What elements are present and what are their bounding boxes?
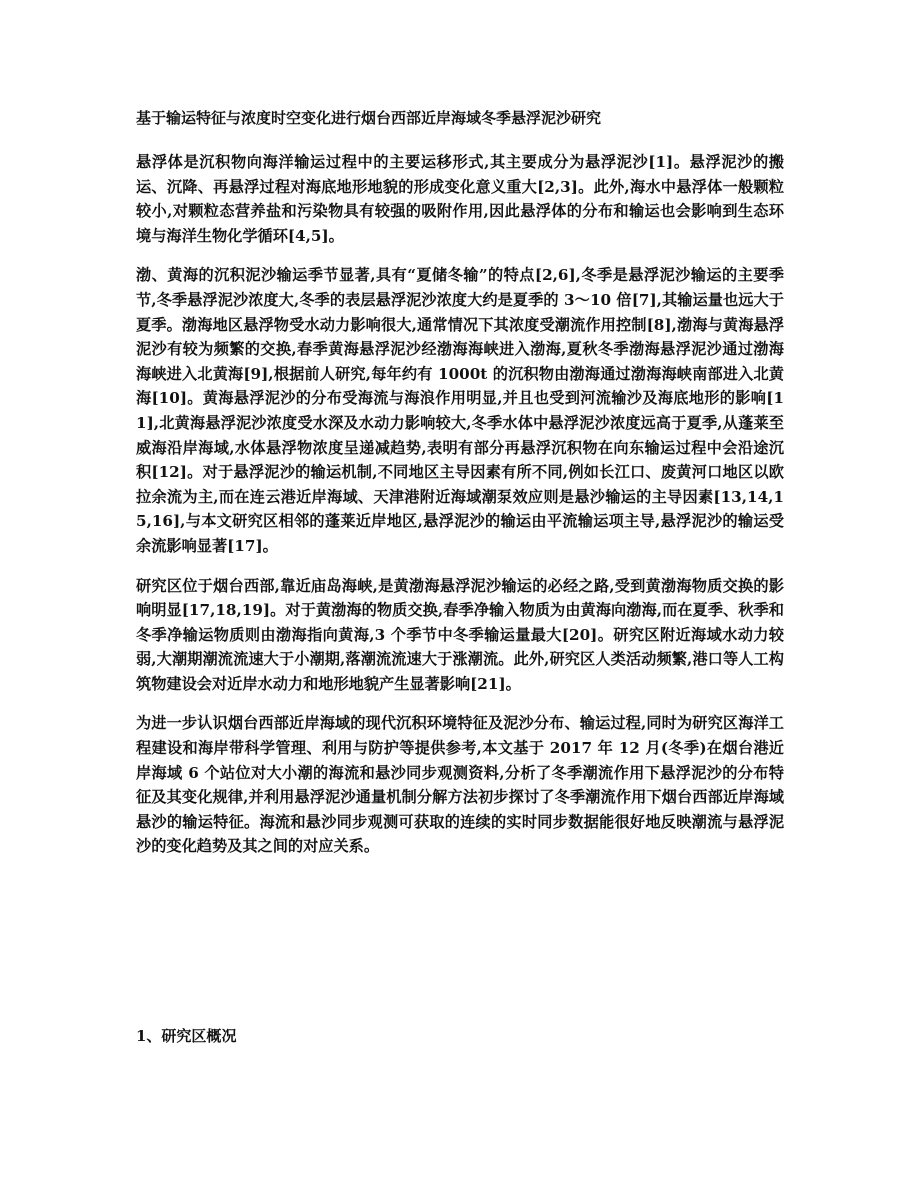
paragraph-study-area: 研究区位于烟台西部,靠近庙岛海峡,是黄渤海悬浮泥沙输运的必经之路,受到黄渤海物质交换的影响明显[17,18,19]。对于黄渤海的物质交换,春季净输入物质为由黄海向渤海,而在夏季、秋季和冬季净输运物质则由渤海指向黄海,3 个季节中冬季输运量最大[20]。研究区附近海域水动力较弱,大潮期潮流流速大于小潮期,落潮流流速大于涨潮流。此外,研究区人类活动频繁,港口等人工构筑物建设会对近岸水动力和地形地貌产生显著影响[21]。 — [136, 576, 784, 693]
document-page — [136, 100, 784, 1048]
document-title: 基于输运特征与浓度时空变化进行烟台西部近岸海域冬季悬浮泥沙研究 — [136, 109, 602, 127]
paragraph-intro: 悬浮体是沉积物向海洋输运过程中的主要运移形式,其主要成分为悬浮泥沙[1]。悬浮泥沙的搬运、沉降、再悬浮过程对海底地形地貌的形成变化意义重大[2,3]。此外,海水中悬浮体一般颗粒较小,对颗粒态营养盐和污染物具有较强的吸附作用,因此悬浮体的分布和输运也会影响到生态环境与海洋生物化学循环[4,5]。 — [136, 153, 784, 245]
paragraph-bohai-yellow-sea: 渤、黄海的沉积泥沙输运季节显著,具有“夏储冬输”的特点[2,6],冬季是悬浮泥沙输运的主要季节,冬季悬浮泥沙浓度大,冬季的表层悬浮泥沙浓度大约是夏季的 3～10 倍[7],其输运量也远大于夏季。渤海地区悬浮物受水动力影响很大,通常情况下其浓度受潮流作用控制[8],渤海与黄海悬浮泥沙有较为频繁的交换,春季黄海悬浮泥沙经渤海海峡进入渤海,夏秋冬季渤海悬浮泥沙通过渤海海峡进入北黄海[9],根据前人研究,每年约有 1000t 的沉积物由渤海通过渤海海峡南部进入北黄海[10]。黄海悬浮泥沙的分布受海流与海浪作用明显,并且也受到河流输沙及海底地形的影响[11],北黄海悬浮泥沙浓度受水深及水动力影响较大,冬季水体中悬浮泥沙浓度远高于夏季,从蓬莱至威海沿岸海域,水体悬浮物浓度呈递减趋势,表明有部分再悬浮沉积物在向东输运过程中会沿途沉积[12]。对于悬浮泥沙的输运机制,不同地区主导因素有所不同,例如长江口、废黄河口地区以欧拉余流为主,而在连云港近岸海域、天津港附近海域潮泵效应则是悬沙输运的主导因素[13,14,15,16],与本文研究区相邻的蓬莱近岸地区,悬浮泥沙的输运由平流输运项主导,悬浮泥沙的输运受余流影响显著[17]。 — [136, 266, 784, 555]
section-heading: 1、研究区概况 — [136, 1027, 237, 1046]
paragraph-purpose: 为进一步认识烟台西部近岸海域的现代沉积环境特征及泥沙分布、输运过程,同时为研究区海洋工程建设和海岸带科学管理、利用与防护等提供参考,本文基于 2017 年 12 月(冬季)在烟台港近岸海域 6 个站位对大小潮的海流和悬沙同步观测资料,分析了冬季潮流作用下悬浮泥沙的分布特征及其变化规律,并利用悬浮泥沙通量机制分解方法初步探讨了冬季潮流作用下烟台西部近岸海域悬沙的输运特征。海流和悬沙同步观测可获取的连续的实时同步数据能很好地反映潮流与悬浮泥沙的变化趋势及其之间的对应关系。 — [136, 714, 784, 856]
